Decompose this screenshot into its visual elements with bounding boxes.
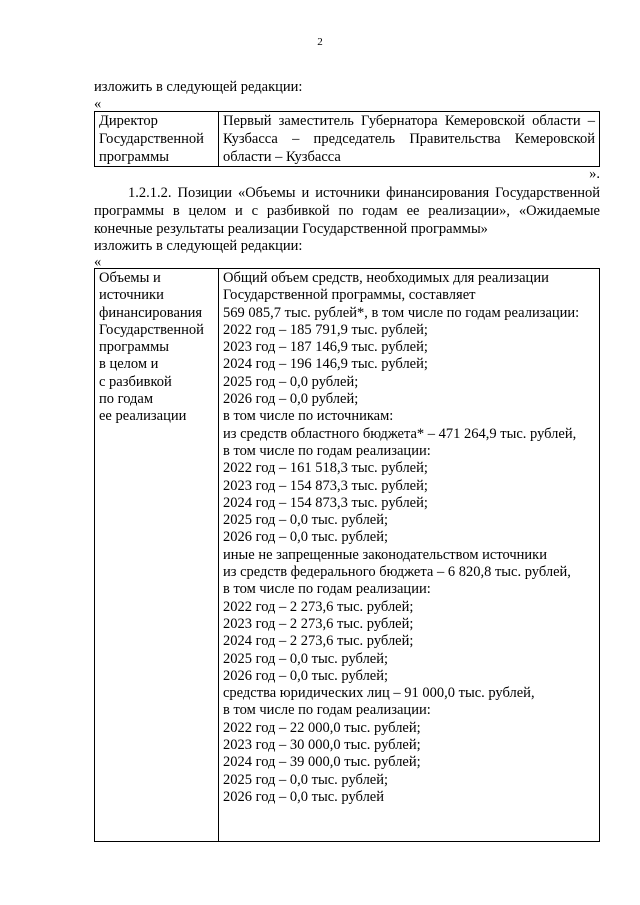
financing-table — [94, 268, 600, 842]
value-line: 2024 год – 196 146,9 тыс. рублей; — [223, 356, 428, 373]
director-value-cell: Первый заместитель Губернатора Кемеровской области – Кузбасса – председатель Правительства Кемеровской области – Кузбасса — [219, 112, 600, 167]
value-line: 2023 год – 154 873,3 тыс. рублей; — [223, 477, 428, 494]
value-line: иные не запрещенные законодательством источники — [223, 546, 547, 563]
value-line: 2025 год – 0,0 тыс. рублей; — [223, 771, 389, 788]
section-paragraph: 1.2.1.2. Позиции «Объемы и источники финансирования Государственной программы в целом и с разбивкой по годам ее реализации», «Ожидаемые конечные результаты реализации Государственной программы» — [94, 185, 600, 237]
value-line: 2022 год – 2 273,6 тыс. рублей; — [223, 598, 414, 615]
value-line: в том числе по источникам: — [223, 408, 394, 425]
value-line: 2026 год – 0,0 тыс. рублей — [223, 788, 385, 805]
label-line: Объемы и — [99, 270, 161, 286]
section-paragraph-last: изложить в следующей редакции: — [94, 238, 303, 254]
quote-open-1: « — [94, 96, 102, 112]
value-line: в том числе по годам реализации: — [223, 702, 431, 719]
director-table — [94, 111, 600, 167]
financing-value-cell — [219, 269, 600, 842]
value-line: 2023 год – 187 146,9 тыс. рублей; — [223, 339, 428, 356]
value-line: в том числе по годам реализации: — [223, 581, 431, 598]
quote-close-1: ». — [589, 166, 600, 182]
label-line: по годам — [99, 391, 154, 408]
table-row — [95, 269, 600, 842]
label-line: финансирования — [99, 304, 203, 321]
value-line: 2025 год – 0,0 рублей; — [223, 373, 359, 390]
value-line: 2024 год – 2 273,6 тыс. рублей; — [223, 633, 414, 650]
table-row — [95, 112, 600, 167]
quote-open-2: « — [94, 254, 102, 270]
director-label-cell: Директор Государственной программы — [95, 112, 219, 167]
value-line: 2026 год – 0,0 рублей; — [223, 391, 359, 408]
value-line: 2024 год – 154 873,3 тыс. рублей; — [223, 494, 428, 511]
label-line: программы — [99, 339, 169, 356]
value-line: 2026 год – 0,0 тыс. рублей; — [223, 529, 389, 546]
value-line: из средств областного бюджета* – 471 264,9 тыс. рублей, — [223, 425, 577, 442]
value-line: в том числе по годам реализации: — [223, 442, 431, 459]
value-line: 2025 год – 0,0 тыс. рублей; — [223, 650, 389, 667]
label-line: с разбивкой — [99, 373, 172, 390]
value-line: 2026 год – 0,0 тыс. рублей; — [223, 667, 389, 684]
intro-line: изложить в следующей редакции: — [94, 79, 303, 95]
value-line: 2025 год – 0,0 тыс. рублей; — [223, 512, 389, 529]
page-number: 2 — [317, 36, 323, 48]
label-line: источники — [99, 287, 164, 304]
value-line: 2022 год – 22 000,0 тыс. рублей; — [223, 719, 421, 736]
value-line: Общий объем средств, необходимых для реализации — [223, 270, 549, 286]
label-line: в целом и — [99, 356, 159, 373]
value-line: средства юридических лиц – 91 000,0 тыс. рублей, — [223, 685, 535, 702]
value-line: 2023 год – 30 000,0 тыс. рублей; — [223, 737, 421, 754]
value-line: Государственной программы, составляет — [223, 287, 476, 304]
value-line: 2022 год – 185 791,9 тыс. рублей; — [223, 321, 428, 338]
value-line: из средств федерального бюджета – 6 820,8 тыс. рублей, — [223, 564, 571, 581]
label-line: Государственной — [99, 321, 204, 338]
value-line: 2024 год – 39 000,0 тыс. рублей; — [223, 754, 421, 771]
value-line: 569 085,7 тыс. рублей*, в том числе по годам реализации: — [223, 304, 580, 321]
financing-label-cell — [95, 269, 219, 842]
value-line: 2023 год – 2 273,6 тыс. рублей; — [223, 615, 414, 632]
value-line: 2022 год – 161 518,3 тыс. рублей; — [223, 460, 428, 477]
label-line: ее реализации — [99, 408, 187, 425]
